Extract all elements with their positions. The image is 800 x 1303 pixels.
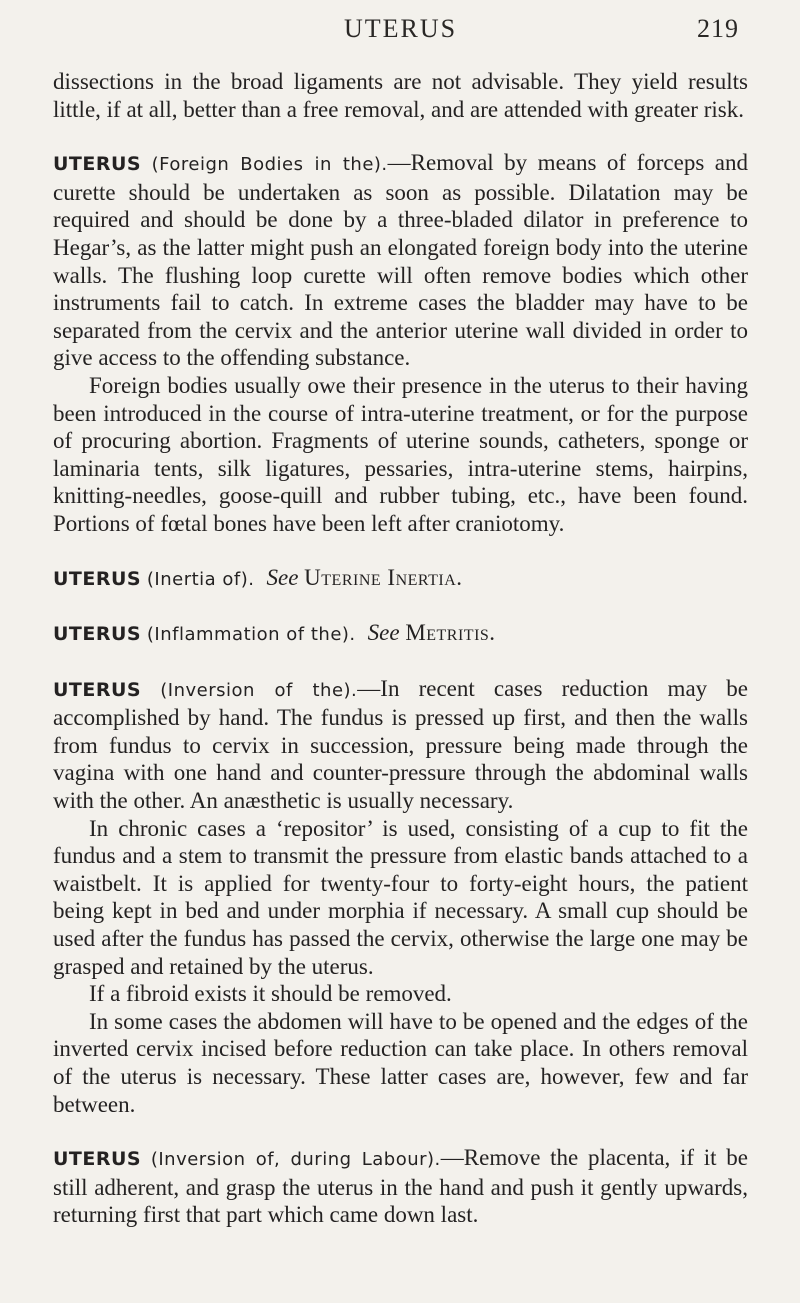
entry-qualifier: (Inertia of).	[146, 568, 255, 590]
entry-paragraph	[53, 675, 748, 815]
page-number: 219	[697, 14, 739, 43]
entry-text: —Remove the placenta, if it be still adherent, and grasp the uterus in the hand and push it gently upwards, returning first that part which came down last.	[53, 1145, 748, 1228]
entry-headword: UTERUS	[53, 1148, 142, 1171]
cross-reference: Uterine Inertia.	[304, 564, 463, 590]
entry-inertia	[53, 564, 748, 594]
running-head-title: UTERUS	[344, 14, 458, 43]
see-reference-label: See	[367, 620, 400, 646]
entry-paragraph: In chronic cases a ‘repositor’ is used, consisting of a cup to fit the fundus and a stem to transmit the pressure from elastic bands attached to a waistbelt. It is applied for twenty-four to forty-eight hours, the patient being kept in bed and under morphia if necessary. A small cup should be used after the fundus has passed the cervix, otherwise the large one may be grasped and retained by the uterus.	[53, 815, 748, 979]
entry-headword: UTERUS	[53, 678, 142, 701]
see-reference-label: See	[266, 564, 299, 590]
entry-qualifier: (Inflammation of the).	[146, 624, 356, 646]
entry-inversion	[53, 675, 748, 1119]
cross-reference: Metritis.	[405, 620, 496, 646]
entry-text: —In recent cases reduction may be accomplished by hand. The fundus is pressed up first, and then the walls from fundus to cervix in succession, pressure being made through the vagina with one hand and counter-pressure through the abdominal walls with the other. An anæsthetic is usually necessary.	[53, 675, 749, 814]
entry-paragraph: In some cases the abdomen will have to be opened and the edges of the inverted cervix incised before reduction can take place. In others removal of the uterus is necessary. These latter cases are, however, few and far between.	[53, 1008, 748, 1117]
entry-qualifier: (Foreign Bodies in the).	[151, 154, 388, 176]
entry-paragraph: Foreign bodies usually owe their presence in the uterus to their having been introduced in the course of intra-uterine treatment, or for the purpose of procuring abortion. Fragments of uterine sounds, catheters, sponge or laminaria tents, silk ligatures, pessaries, intra-uterine stems, hairpins, knitting-needles, goose-quill and rubber tubing, etc., have been found. Portions of fœtal bones have been left after craniotomy.	[53, 372, 748, 536]
entry-paragraph: If a fibroid exists it should be removed.	[89, 981, 452, 1007]
running-head	[0, 8, 800, 48]
entry-headword: UTERUS	[53, 153, 142, 176]
entry-headword: UTERUS	[53, 623, 142, 646]
entry-foreign-bodies	[53, 149, 748, 537]
entry-headword: UTERUS	[53, 567, 142, 590]
entry-paragraph	[53, 1144, 748, 1229]
entry-qualifier: (Inversion of the).	[160, 679, 358, 701]
continuation-paragraph: dissections in the broad ligaments are not advisable. They yield results little, if at all, better than a free removal, and are attended with greater risk.	[53, 69, 748, 122]
entry-paragraph	[53, 619, 748, 649]
entry-qualifier: (Inversion of, during Labour).	[150, 1149, 441, 1171]
entry-inversion-labour	[53, 1144, 748, 1229]
page-body	[53, 68, 748, 1229]
entry-paragraph	[53, 564, 748, 594]
entry-paragraph	[53, 149, 748, 372]
entry-inflammation	[53, 619, 748, 649]
entry-text: —Removal by means of forceps and curette should be undertaken as soon as possible. Dilatation may be required and should be done by a three-bladed dilator in preference to Hegar’s, as the latter might push an elongated foreign body into the uterine walls. The flushing loop curette will often remove bodies which other instruments fail to catch. In extreme cases the bladder may have to be separated from the cervix and the anterior uterine wall divided in order to give access to the offending substance.	[53, 150, 748, 371]
